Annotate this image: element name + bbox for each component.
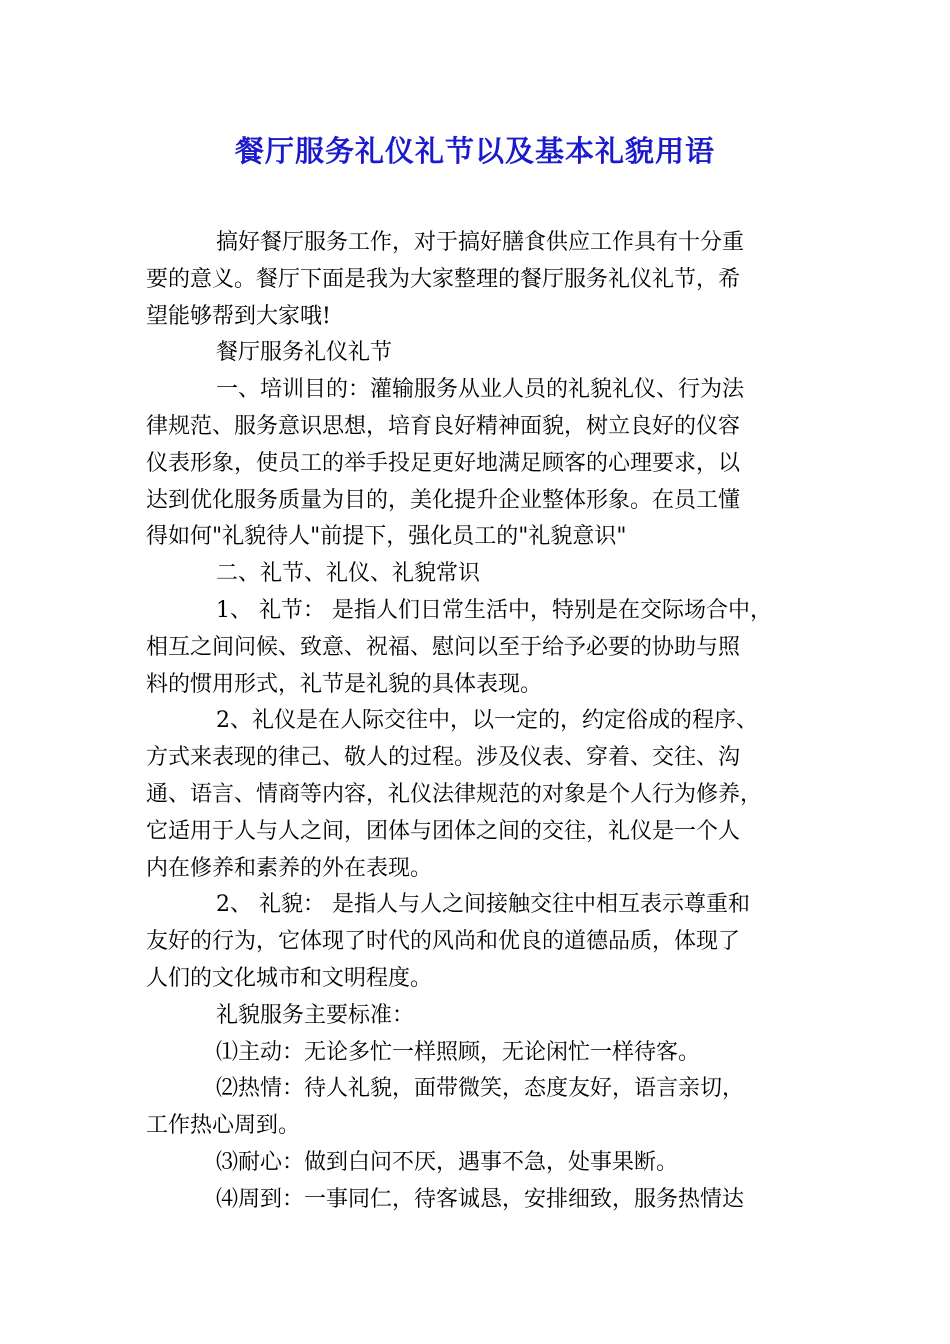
text-line: 餐厅服务礼仪礼节 [216,340,393,366]
text-line: ⑷周到：一事同仁，待客诚恳，安排细致，服务热情达 [216,1186,745,1212]
document-body [146,225,816,1219]
text-line: 二、礼节、礼仪、礼貌常识 [216,561,481,587]
text-line: 达到优化服务质量为目的，美化提升企业整体形象。在员工懂 [146,487,741,513]
text-line: 礼貌服务主要标准： [216,1002,415,1028]
text-line: 2、 礼貌： 是指人与人之间接触交往中相互表示尊重和 [216,892,750,918]
text-line: 2、礼仪是在人际交往中，以一定的，约定俗成的程序、 [216,708,758,734]
text-line: 要的意义。餐厅下面是我为大家整理的餐厅服务礼仪礼节，希 [146,266,741,292]
text-line: 通、语言、情商等内容，礼仪法律规范的对象是个人行为修养， [146,781,763,807]
text-line: 内在修养和素养的外在表现。 [146,855,433,881]
text-line: 仪表形象，使员工的举手投足更好地满足顾客的心理要求，以 [146,450,741,476]
text-line: 1、 礼节： 是指人们日常生活中，特别是在交际场合中， [216,597,772,623]
text-line: ⑵热情：待人礼貌，面带微笑，态度友好，语言亲切， [216,1076,745,1102]
text-line: ⑶耐心：做到白问不厌，遇事不急，处事果断。 [216,1149,679,1175]
text-line: 工作热心周到。 [146,1113,301,1139]
text-line: 相互之间问候、致意、祝福、慰问以至于给予必要的协助与照 [146,634,741,660]
text-line: 得如何"礼貌待人"前提下，强化员工的"礼貌意识" [146,524,627,550]
text-line: 方式来表现的律己、敬人的过程。涉及仪表、穿着、交往、沟 [146,745,741,771]
text-line: 搞好餐厅服务工作，对于搞好膳食供应工作具有十分重 [216,230,745,255]
text-line: 人们的文化城市和文明程度。 [146,965,433,991]
text-line: 友好的行为，它体现了时代的风尚和优良的道德品质，体现了 [146,929,741,955]
text-line: ⑴主动：无论多忙一样照顾，无论闲忙一样待客。 [216,1039,701,1065]
text-line: 一、培训目的：灌输服务从业人员的礼貌礼仪、行为法 [216,377,745,403]
text-line: 它适用于人与人之间，团体与团体之间的交往，礼仪是一个人 [146,818,741,844]
text-line: 料的惯用形式，礼节是礼貌的具体表现。 [146,671,543,697]
text-line: 望能够帮到大家哦! [146,303,331,329]
document-title: 餐厅服务礼仪礼节以及基本礼貌用语 [234,134,715,168]
text-line: 律规范、服务意识思想，培育良好精神面貌，树立良好的仪容 [146,413,741,439]
